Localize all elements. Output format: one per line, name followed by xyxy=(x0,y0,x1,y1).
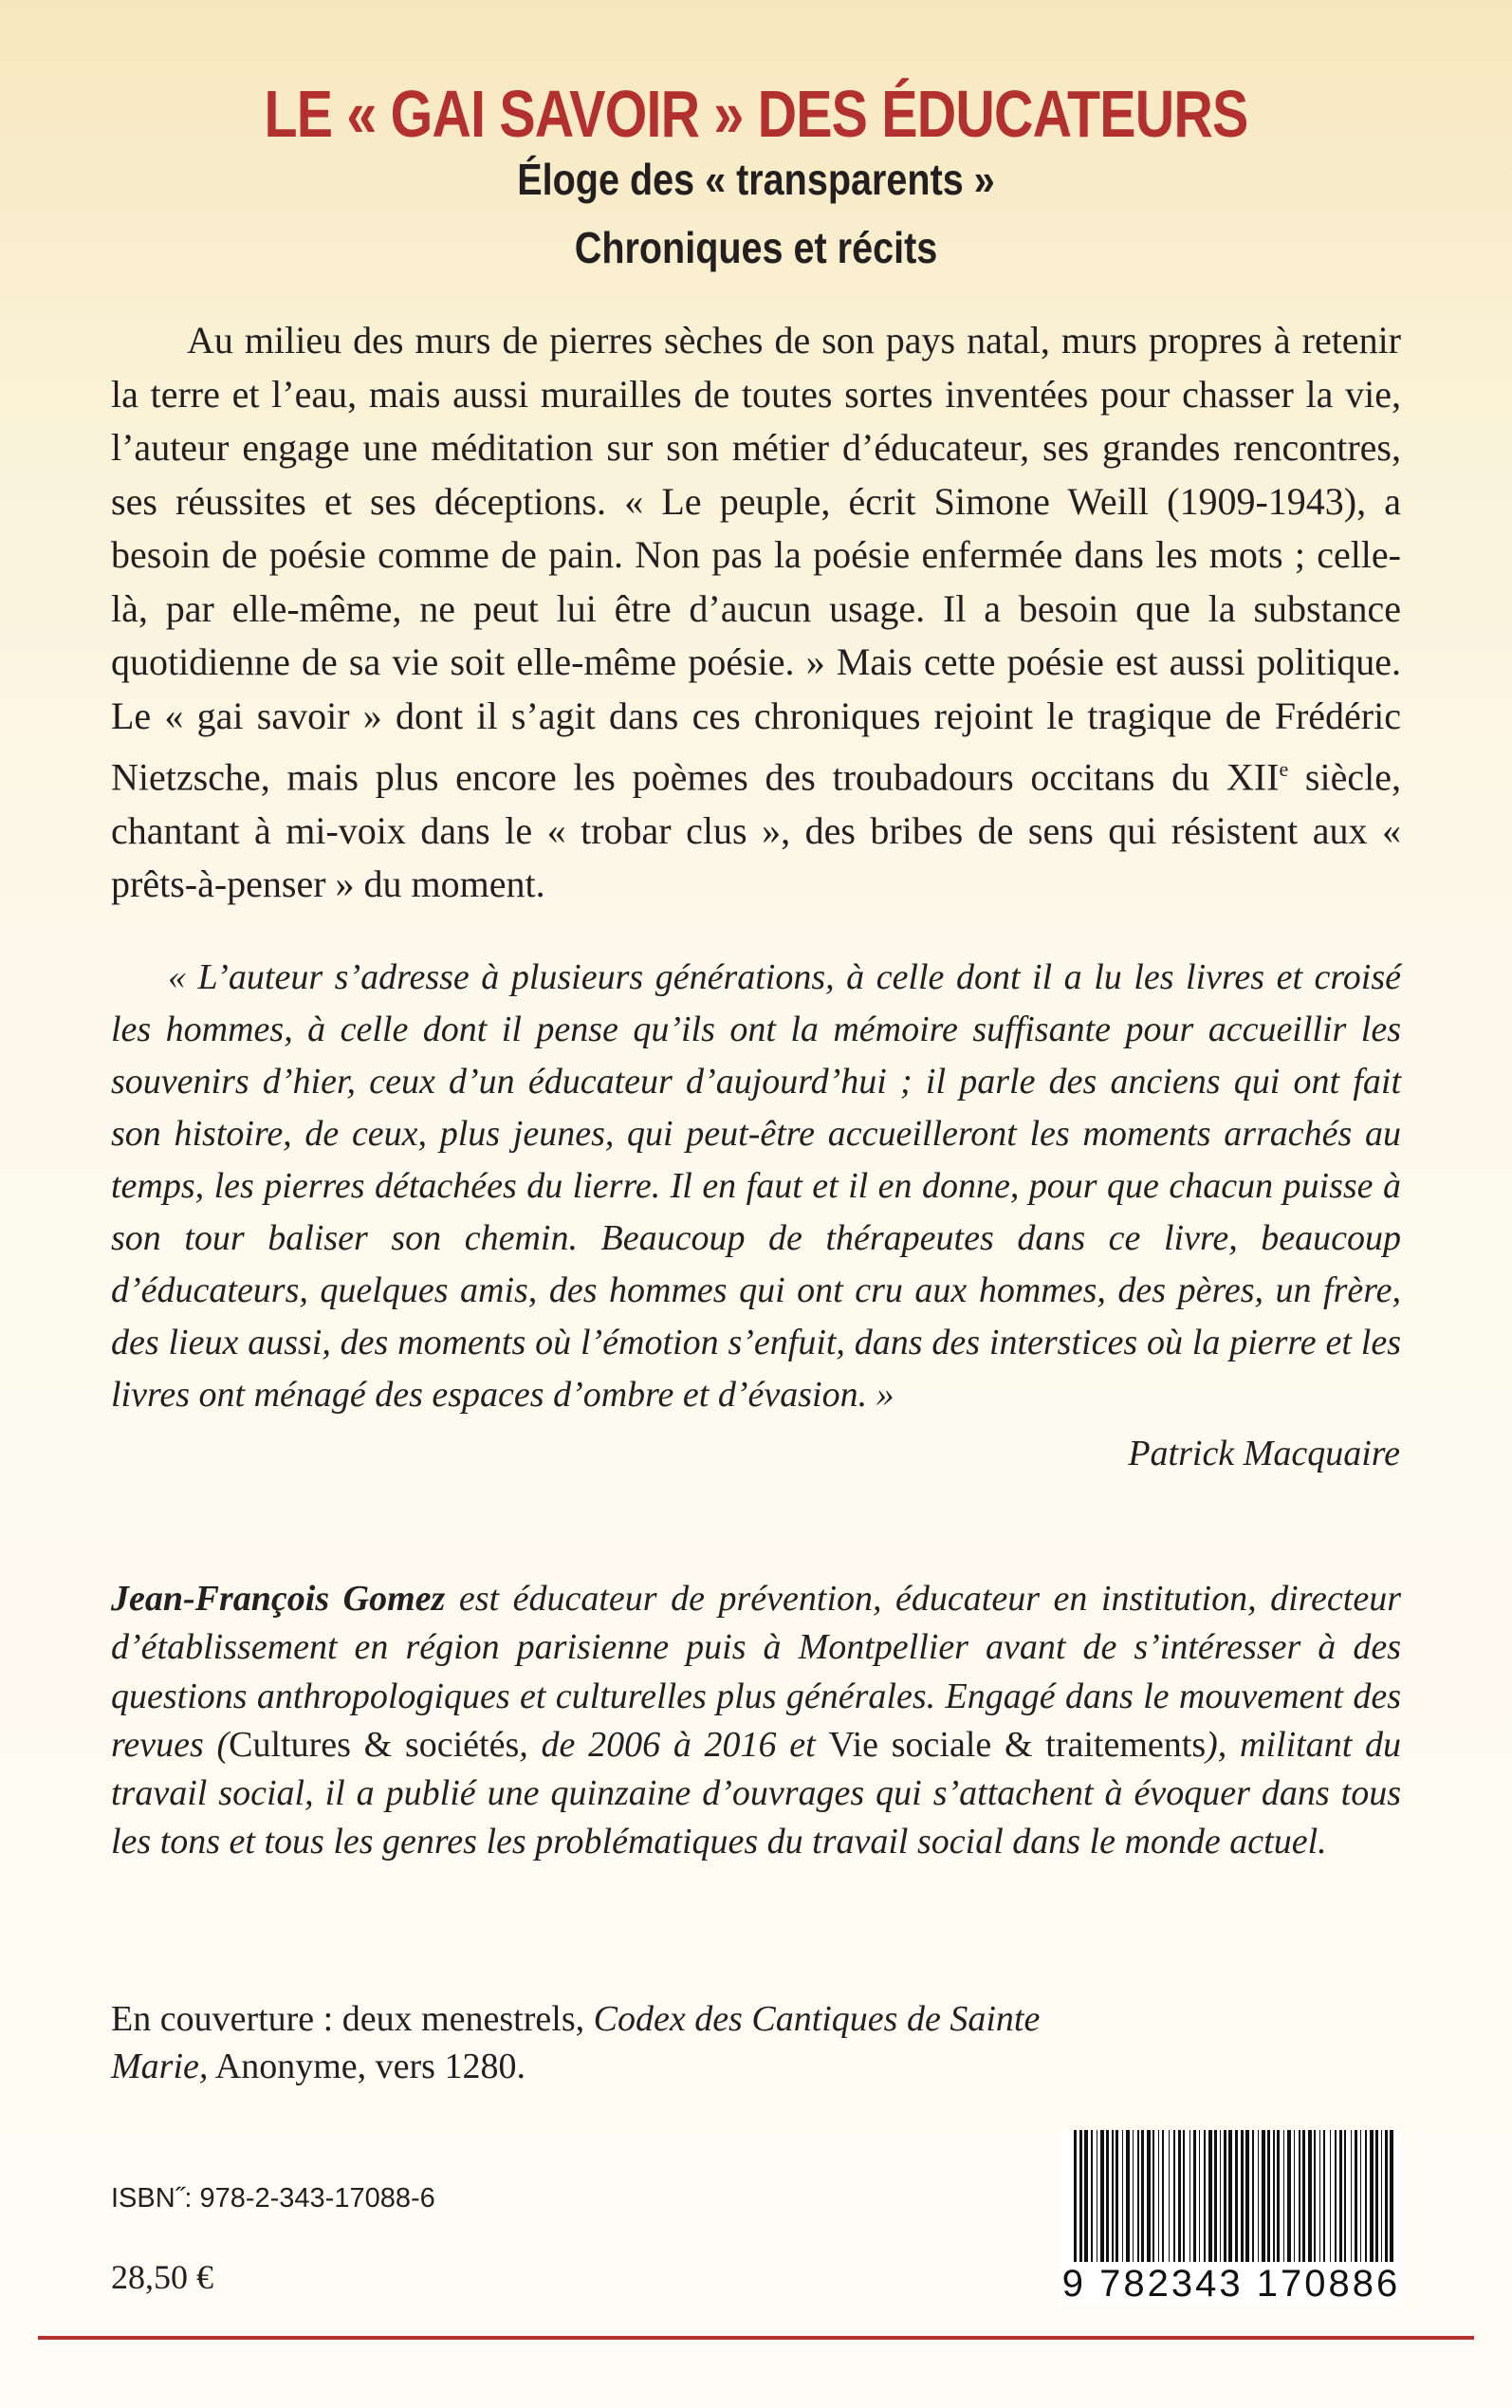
price-label: 28,50 € xyxy=(111,2258,213,2296)
journal-title: Cultures & sociétés xyxy=(229,1724,520,1765)
barcode-bar xyxy=(1169,2130,1170,2272)
barcode-bar xyxy=(1390,2130,1393,2272)
barcode-bar xyxy=(1208,2130,1212,2272)
author-bio xyxy=(111,1575,1401,1867)
barcode-bar xyxy=(1252,2130,1254,2272)
barcode-bar xyxy=(1241,2130,1244,2272)
barcode-bar xyxy=(1335,2130,1337,2272)
barcode-bar xyxy=(1302,2130,1305,2272)
barcode-bar xyxy=(1262,2130,1265,2272)
cover-credit-prefix: En couverture : deux menestrels, xyxy=(111,1999,594,2039)
journal-title: Vie sociale & traitements xyxy=(828,1724,1207,1765)
barcode-bar xyxy=(1116,2130,1118,2272)
century-superscript: e xyxy=(1279,757,1289,781)
summary-text: Au milieu des murs de pierres sèches de son pays natal, murs propres à retenir la terre et l’eau, mais aussi murailles de toutes sortes inventées pour chasser la vie, l’auteur engage une méditation sur son métier d’éducateur, ses grandes rencontres, ses réussites et ses déceptions. « Le peuple, écrit Simone Weill (1909-1943), a besoin de poésie comme de pain. Non pas la poésie enfermée dans les mots ; celle-là, par elle-même, ne peut lui être d’aucun usage. Il a besoin que la substance quotidienne de sa vie soit elle-même poésie. » Mais cette poésie est aussi politique. Le « gai savoir » dont il s’agit dans ces chroniques rejoint le tragique de Frédéric Nietzsche, mais plus encore les poèmes des troubadours occitans du XII xyxy=(111,319,1401,799)
review-quote: « L’auteur s’adresse à plusieurs générations, à celle dont il a lu les livres et croisé les hommes, à celle dont il pense qu’ils ont la mémoire suffisante pour accueillir les souvenirs d’hier, ceux d’un éducateur d’aujourd’hui ; il parle des anciens qui ont fait son histoire, de ceux, plus jeunes, qui peut-être accueilleront les moments arrachés au temps, les pierres détachées du lierre. Il en faut et il en donne, pour que chacun puisse à son tour baliser son chemin. Beaucoup de thérapeutes dans ce livre, beaucoup d’éducateurs, quelques amis, des hommes qui ont cru aux hommes, des pères, un frère, des lieux aussi, des moments où l’émotion s’enfuit, dans des interstices où la pierre et les livres ont ménagé des espaces d’ombre et d’évasion. » xyxy=(111,957,1401,1415)
book-title: LE « GAI SAVOIR » DES ÉDUCATEURS xyxy=(264,77,1248,151)
barcode-bar xyxy=(1126,2130,1130,2272)
barcode-bar xyxy=(1339,2130,1342,2272)
barcode-bar xyxy=(1214,2130,1217,2272)
barcode-bar xyxy=(1100,2130,1104,2272)
summary-paragraph xyxy=(111,314,1401,912)
barcode-bar xyxy=(1351,2130,1352,2272)
barcode-bar xyxy=(1133,2130,1134,2272)
quote-author: Patrick Macquaire xyxy=(1128,1434,1400,1473)
cover-artwork-title: Codex des Cantiques de Sainte Marie, xyxy=(111,1999,1041,2086)
barcode-bar xyxy=(1224,2130,1226,2272)
barcode-bar xyxy=(1308,2130,1312,2272)
barcode-bar xyxy=(1204,2130,1206,2272)
barcode-bar xyxy=(1178,2130,1181,2272)
barcode-bar xyxy=(1079,2130,1082,2272)
bio-text: ), militant du travail social, il a publié une quinzaine d’ouvrages qui s’attachent à évoquer dans tous les tons et tous les genres les problématiques du travail social dans le monde actuel. xyxy=(111,1724,1401,1862)
barcode-number: 9 782343 170886 xyxy=(1061,2263,1401,2305)
barcode-bar xyxy=(1273,2130,1275,2272)
barcode-bar xyxy=(1294,2130,1295,2272)
barcode-bar xyxy=(1299,2130,1300,2272)
barcode-bar xyxy=(1137,2130,1139,2272)
author-name: Jean-François Gomez xyxy=(111,1579,446,1619)
barcode-bar xyxy=(1147,2130,1151,2272)
barcode-bar xyxy=(1365,2130,1367,2272)
bio-text: , de 2006 à 2016 et xyxy=(519,1724,829,1765)
isbn-label: ISBN˝: 978-2-343-17088-6 xyxy=(111,2183,435,2214)
barcode-bar xyxy=(1162,2130,1164,2272)
barcode-bar xyxy=(1193,2130,1196,2272)
barcode-bar xyxy=(1258,2130,1259,2272)
barcode-bar xyxy=(1323,2130,1325,2272)
bottom-rule xyxy=(38,2336,1474,2340)
barcode-bar xyxy=(1199,2130,1200,2272)
barcode-bar xyxy=(1112,2130,1114,2272)
barcode-bar xyxy=(1084,2130,1088,2272)
barcode-bar xyxy=(1344,2130,1346,2272)
barcode-bar xyxy=(1360,2130,1361,2272)
barcode-bar xyxy=(1314,2130,1316,2272)
barcode-bar xyxy=(1370,2130,1374,2272)
book-genre-line: Chroniques et récits xyxy=(574,223,938,272)
barcode-bar xyxy=(1267,2130,1270,2272)
cover-credit xyxy=(111,1995,1060,2090)
barcode-bar xyxy=(1074,2130,1077,2272)
barcode-bar xyxy=(1287,2130,1291,2272)
barcode-bar xyxy=(1122,2130,1123,2272)
barcode-bar xyxy=(1381,2130,1382,2272)
barcode-bar xyxy=(1245,2130,1249,2272)
barcode-bar xyxy=(1283,2130,1284,2272)
barcode-bar xyxy=(1220,2130,1221,2272)
barcode-bar xyxy=(1091,2130,1093,2272)
barcode-bar xyxy=(1189,2130,1190,2272)
barcode-bar xyxy=(1385,2130,1388,2272)
barcode-bar xyxy=(1319,2130,1320,2272)
barcode-bar xyxy=(1277,2130,1280,2272)
barcode-bar xyxy=(1355,2130,1357,2272)
barcode-bar xyxy=(1183,2130,1185,2272)
barcode-bar xyxy=(1106,2130,1109,2272)
cover-credit-suffix: Anonyme, vers 1280. xyxy=(208,2047,526,2086)
barcode-bar xyxy=(1330,2130,1331,2272)
barcode-bar xyxy=(1173,2130,1175,2272)
bio-text: est éducateur de prévention, éducateur en institution, directeur d’établissement en région parisienne puis à Montpellier avant de s’intéresser à des questions anthropologiques et culturelles plus générales. Engagé dans le mouvement des revues ( xyxy=(111,1579,1401,1765)
barcode-bar xyxy=(1235,2130,1238,2272)
barcode-bar xyxy=(1158,2130,1159,2272)
barcode-bar xyxy=(1152,2130,1154,2272)
summary-text-end: siècle, chantant à mi-voix dans le « trobar clus », des bribes de sens qui résistent aux « prêts-à-penser » du moment. xyxy=(111,755,1401,906)
barcode-bar xyxy=(1375,2130,1378,2272)
barcode-bar xyxy=(1141,2130,1144,2272)
barcode-bar xyxy=(1228,2130,1232,2272)
book-subtitle: Éloge des « transparents » xyxy=(517,155,995,204)
